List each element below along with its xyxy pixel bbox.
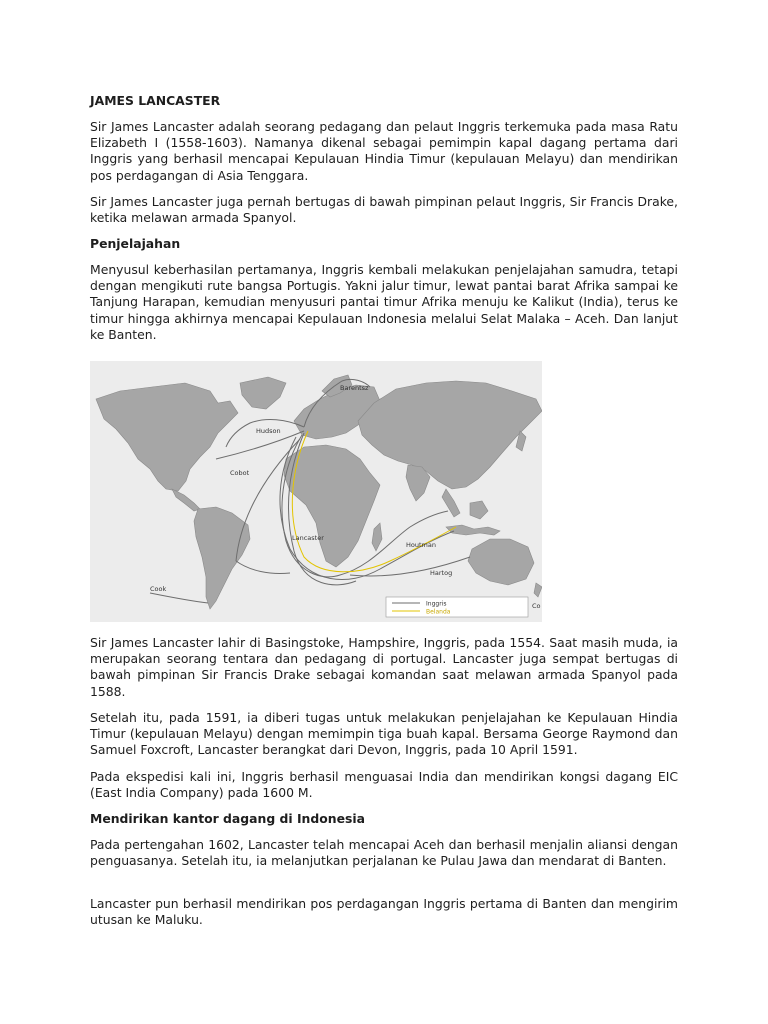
map-label-barentsz: Barentsz	[340, 384, 369, 392]
section-heading-kantor-dagang: Mendirikan kantor dagang di Indonesia	[90, 811, 365, 826]
indonesia-islands	[446, 525, 500, 535]
biography-paragraph-3: Pada ekspedisi kali ini, Inggris berhasil menguasai India dan mendirikan kongsi dagang EIC (East India Company) pada 1600 M.	[90, 769, 678, 801]
route-cobot	[216, 431, 304, 459]
document-title: JAMES LANCASTER	[90, 93, 221, 108]
biography-paragraph-1: Sir James Lancaster lahir di Basingstoke, Hampshire, Inggris, pada 1554. Saat masih muda, ia merupakan seorang tentara dan pedagang di portugal. Lancaster juga sempat bertugas di bawah pimpinan Sir Francis Drake sebagai komandan saat melawan armada Spanyol pada 1588.	[90, 635, 678, 699]
greenland-land	[240, 377, 286, 409]
borneo-land	[470, 501, 488, 519]
continents	[96, 375, 542, 609]
map-label-hartog: Hartog	[430, 569, 453, 577]
map-label-cobot: Cobot	[230, 469, 250, 477]
australia-land	[468, 539, 534, 585]
map-label-edge: Co	[532, 602, 541, 610]
map-label-houtman: Houtman	[406, 541, 436, 549]
map-legend	[386, 597, 528, 617]
north-america-land	[96, 383, 238, 491]
world-map-figure	[90, 361, 542, 622]
legend-inggris: Inggris	[426, 600, 447, 608]
new-zealand-land	[534, 583, 542, 597]
biography-paragraph-2: Setelah itu, pada 1591, ia diberi tugas untuk melakukan penjelajahan ke Kepulauan Hindia Timur (kepulauan Melayu) dengan memimpin tiga buah kapal. Bersama George Raymond dan Samuel Foxcroft, Lancaster berangkat dari Devon, Inggris, pada 10 April 1591.	[90, 710, 678, 758]
map-label-cook: Cook	[150, 585, 167, 593]
penjelajahan-paragraph: Menyusul keberhasilan pertamanya, Inggris kembali melakukan penjelajahan samudra, tetapi dengan mengikuti rute bangsa Portugis. Yakni jalur timur, lewat pantai barat Afrika sampai ke Tanjung Harapan, kemudian menyusuri pantai timur Afrika menuju ke Kalikut (India), terus ke timur hingga akhirnya mencapai Kepulauan Indonesia melalui Selat Malaka – Aceh. Dan lanjut ke Banten.	[90, 262, 678, 342]
section-heading-penjelajahan: Penjelajahan	[90, 236, 181, 251]
madagascar-land	[372, 523, 382, 551]
africa-land	[284, 445, 380, 567]
intro-paragraph-1: Sir James Lancaster adalah seorang pedagang dan pelaut Inggris terkemuka pada masa Ratu Elizabeth I (1558-1603). Namanya dikenal sebagai pemimpin kapal dagang pertama dari Inggris yang berhasil mencapai Kepulauan Hindia Timur (kepulauan Melayu) dan mendirikan pos perdagangan di Asia Tenggara.	[90, 119, 678, 183]
world-map-svg	[90, 361, 542, 622]
legend-belanda: Belanda	[426, 608, 451, 616]
map-label-lancaster: Lancaster	[292, 534, 324, 542]
kantor-dagang-paragraph-1: Pada pertengahan 1602, Lancaster telah mencapai Aceh dan berhasil menjalin aliansi dengan penguasanya. Setelah itu, ia melanjutkan perjalanan ke Pulau Jawa dan mendarat di Banten.	[90, 837, 678, 869]
asia-land	[358, 381, 542, 489]
route-drake-west	[236, 561, 290, 574]
central-america-land	[172, 489, 200, 511]
route-cook	[150, 593, 208, 603]
southeast-asia-land	[442, 489, 460, 517]
intro-paragraph-2: Sir James Lancaster juga pernah bertugas di bawah pimpinan pelaut Inggris, Sir Francis Drake, ketika melawan armada Spanyol.	[90, 194, 678, 226]
map-label-hudson: Hudson	[256, 427, 281, 435]
south-america-land	[194, 507, 250, 609]
kantor-dagang-paragraph-2: Lancaster pun berhasil mendirikan pos perdagangan Inggris pertama di Banten dan mengirim utusan ke Maluku.	[90, 896, 678, 928]
